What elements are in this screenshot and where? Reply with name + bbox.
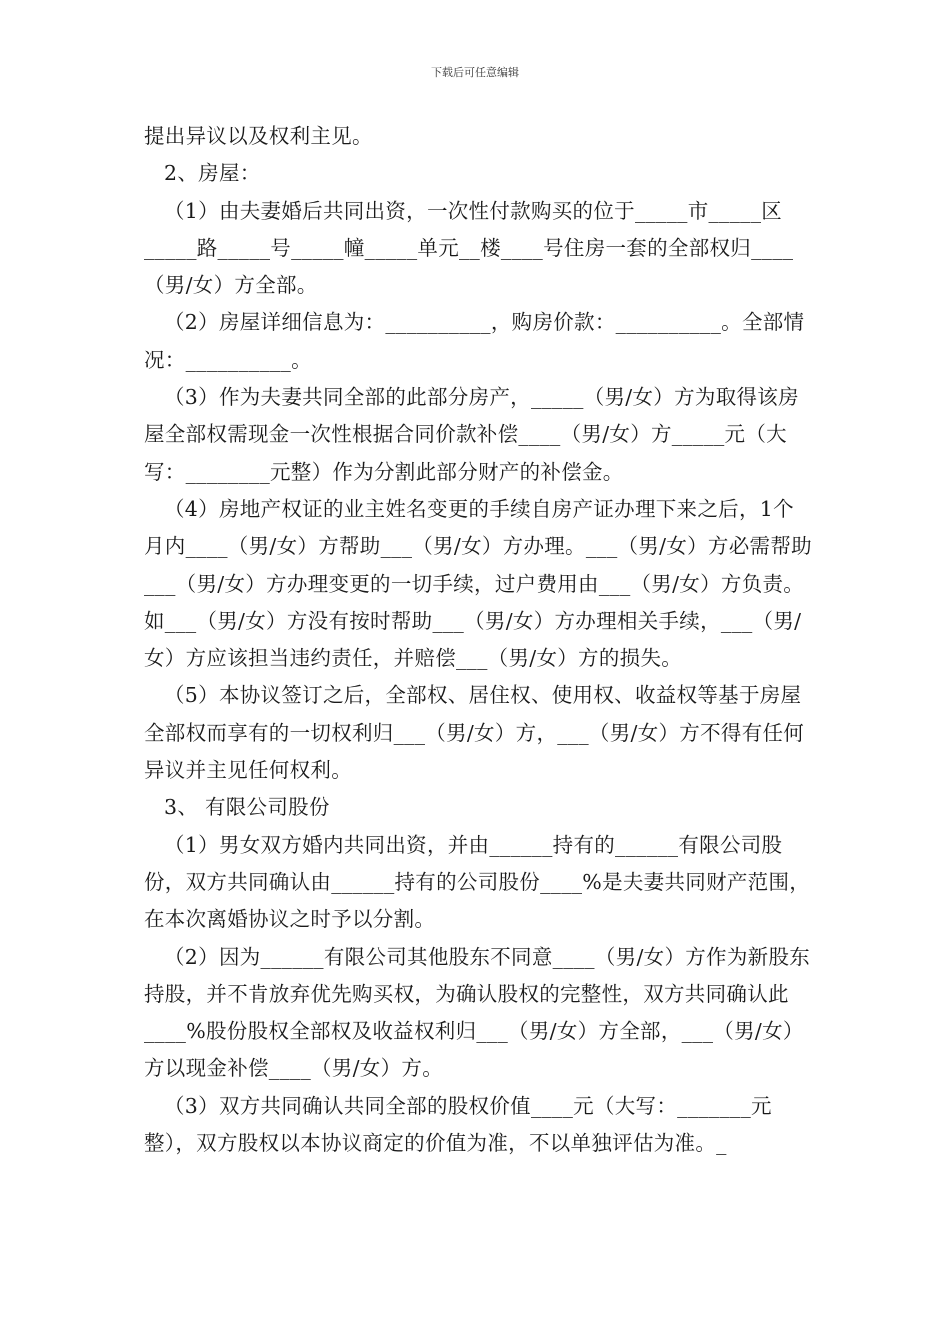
paragraph: （2）房屋详细信息为：__________，购房价款：__________。全部情况：__________。 xyxy=(144,310,805,372)
paragraph: （1）男女双方婚内共同出资，并由______持有的______有限公司股份，双方共同确认由______持有的公司股份____%是夫妻共同财产范围，在本次离婚协议之时予以分割。 xyxy=(144,832,811,932)
paragraph: （5）本协议签订之后，全部权、居住权、使用权、收益权等基于房屋全部权而享有的一切权利归___（男/女）方，___（男/女）方不得有任何异议并主见任何权利。 xyxy=(144,683,805,783)
document-body xyxy=(144,118,814,1162)
paragraph: （3）作为夫妻共同全部的此部分房产，_____（男/女）方为取得该房屋全部权需现金一次性根据合同价款补偿____（男/女）方_____元（大写：________元整）作为分割此部分财产的补偿金。 xyxy=(144,385,799,484)
section-heading-shares: 3、 有限公司股份 xyxy=(164,795,330,820)
paragraph: （3）双方共同确认共同全部的股权价值____元（大写：_______元整），双方股权以本协议商定的价值为准，不以单独评估为准。_ xyxy=(144,1093,772,1156)
paragraph: （2）因为______有限公司其他股东不同意____（男/女）方作为新股东持股，并不肯放弃优先购买权，为确认股权的完整性，双方共同确认此____%股份股权全部权及收益权利归___（男/女）方全部，___（男/女）方以现金补偿____（男/女）方。 xyxy=(144,944,811,1081)
paragraph: （1）由夫妻婚后共同出资，一次性付款购买的位于_____市_____区_____路_____号_____幢_____单元__楼____号住房一套的全部权归____（男/女）方全部。 xyxy=(144,198,794,298)
section-heading-house: 2、房屋： xyxy=(164,161,261,186)
page-header: 下载后可任意编辑 xyxy=(431,66,519,79)
paragraph: 提出异议以及权利主见。 xyxy=(144,124,373,148)
paragraph: （4）房地产权证的业主姓名变更的手续自房产证办理下来之后，1个月内____（男/女）方帮助___（男/女）方办理。___（男/女）方必需帮助 ___（男/女）方办理变更的一切手续，过户费用由___（男/女）方负责。如___（男/女）方没有按时帮助___（男/女）方办理相关手续，___（男/女）方应该担当违约责任，并赔偿___（男/女）方的损失。 xyxy=(144,496,812,671)
